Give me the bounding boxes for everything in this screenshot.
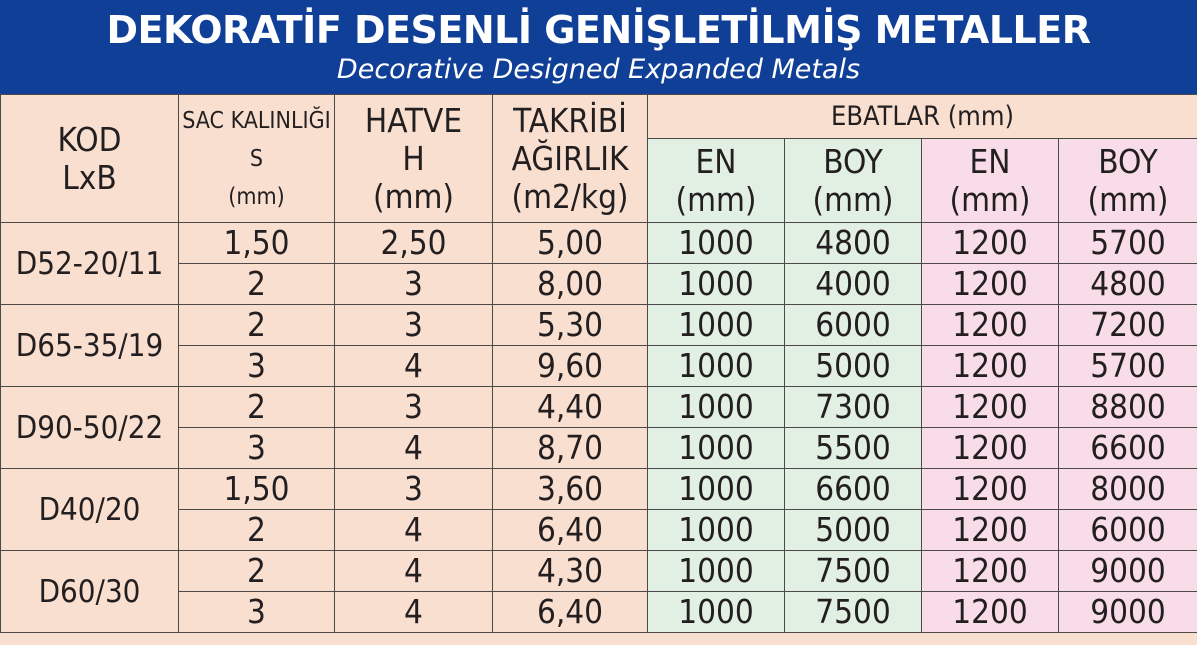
header-agirlik-line3: (m2/kg) (511, 176, 629, 216)
header-agirlik-line1: TAKRİBİ (513, 100, 627, 140)
cell-agirlik: 6,40 (493, 592, 648, 633)
cell-en1: 1000 (648, 592, 785, 633)
cell-boy2: 4800 (1059, 264, 1197, 305)
cell-en1: 1000 (648, 428, 785, 469)
cell-hatve: 4 (335, 551, 493, 592)
header-boy-1-line1: BOY (823, 141, 883, 181)
header-sac-line3: (mm) (228, 183, 285, 210)
cell-boy1: 7500 (785, 592, 922, 633)
table-row (1, 469, 1197, 510)
title-banner (0, 0, 1197, 94)
table-row (1, 346, 1197, 387)
cell-boy1: 6600 (785, 469, 922, 510)
table-row (1, 223, 1197, 264)
header-boy-2 (1059, 139, 1197, 223)
header-hatve-line3: (mm) (372, 176, 455, 216)
cell-boy1: 5000 (785, 510, 922, 551)
cell-sac: 2 (179, 264, 335, 305)
cell-en2: 1200 (922, 264, 1059, 305)
header-agirlik-line2: AĞIRLIK (511, 138, 629, 178)
cell-agirlik: 4,40 (493, 387, 648, 428)
table-row (1, 305, 1197, 346)
header-hatve-line1: HATVE (364, 100, 463, 140)
cell-agirlik: 3,60 (493, 469, 648, 510)
cell-boy1: 6000 (785, 305, 922, 346)
cell-sac: 2 (179, 305, 335, 346)
product-table (0, 94, 1197, 633)
cell-hatve: 4 (335, 428, 493, 469)
header-en-1-line2: (mm) (675, 179, 757, 219)
cell-boy1: 5000 (785, 346, 922, 387)
table-row (1, 510, 1197, 551)
cell-agirlik: 4,30 (493, 551, 648, 592)
cell-sac: 3 (179, 346, 335, 387)
cell-en2: 1200 (922, 387, 1059, 428)
cell-hatve: 3 (335, 469, 493, 510)
cell-boy1: 7300 (785, 387, 922, 428)
cell-boy2: 7200 (1059, 305, 1197, 346)
cell-boy1: 5500 (785, 428, 922, 469)
page-subtitle: Decorative Designed Expanded Metals (336, 54, 861, 85)
cell-agirlik: 8,70 (493, 428, 648, 469)
cell-en1: 1000 (648, 305, 785, 346)
cell-hatve: 2,50 (335, 223, 493, 264)
cell-en2: 1200 (922, 428, 1059, 469)
cell-boy2: 6600 (1059, 428, 1197, 469)
cell-en2: 1200 (922, 592, 1059, 633)
cell-boy1: 4000 (785, 264, 922, 305)
cell-boy2: 8800 (1059, 387, 1197, 428)
cell-sac: 2 (179, 551, 335, 592)
cell-en1: 1000 (648, 510, 785, 551)
cell-kod: D90-50/22 (1, 387, 179, 469)
header-boy-1-line2: (mm) (812, 179, 894, 219)
cell-sac: 3 (179, 592, 335, 633)
table-row (1, 551, 1197, 592)
cell-sac: 1,50 (179, 223, 335, 264)
header-en-1 (648, 139, 785, 223)
cell-en1: 1000 (648, 264, 785, 305)
header-boy-1 (785, 139, 922, 223)
cell-agirlik: 5,30 (493, 305, 648, 346)
header-hatve (335, 95, 493, 223)
header-en-2-line2: (mm) (949, 179, 1031, 219)
cell-en2: 1200 (922, 510, 1059, 551)
cell-boy1: 7500 (785, 551, 922, 592)
table-row (1, 387, 1197, 428)
cell-boy1: 4800 (785, 223, 922, 264)
cell-kod: D40/20 (1, 469, 179, 551)
header-sac-kalinligi (179, 95, 335, 223)
cell-kod: D60/30 (1, 551, 179, 633)
cell-agirlik: 9,60 (493, 346, 648, 387)
cell-en2: 1200 (922, 346, 1059, 387)
cell-hatve: 4 (335, 346, 493, 387)
header-hatve-line2: H (402, 138, 425, 178)
header-kod-line1: KOD (57, 119, 122, 159)
cell-boy2: 9000 (1059, 592, 1197, 633)
cell-agirlik: 6,40 (493, 510, 648, 551)
cell-sac: 1,50 (179, 469, 335, 510)
cell-kod: D52-20/11 (1, 223, 179, 305)
cell-boy2: 5700 (1059, 223, 1197, 264)
header-ebatlar: EBATLAR (mm) (648, 95, 1197, 139)
header-sac-line2: S (249, 145, 264, 172)
cell-kod: D65-35/19 (1, 305, 179, 387)
header-boy-2-line1: BOY (1098, 141, 1158, 181)
cell-boy2: 5700 (1059, 346, 1197, 387)
cell-agirlik: 8,00 (493, 264, 648, 305)
cell-en2: 1200 (922, 551, 1059, 592)
cell-en1: 1000 (648, 551, 785, 592)
cell-en2: 1200 (922, 305, 1059, 346)
table-row (1, 428, 1197, 469)
header-kod-line2: LxB (62, 157, 117, 197)
cell-hatve: 3 (335, 387, 493, 428)
header-kod (1, 95, 179, 223)
header-boy-2-line2: (mm) (1087, 179, 1169, 219)
cell-hatve: 3 (335, 305, 493, 346)
header-sac-line1: SAC KALINLIĞI (182, 107, 331, 134)
cell-boy2: 6000 (1059, 510, 1197, 551)
page-title: DEKORATİF DESENLİ GENİŞLETİLMİŞ METALLER (106, 8, 1091, 52)
cell-sac: 2 (179, 510, 335, 551)
cell-hatve: 4 (335, 510, 493, 551)
cell-agirlik: 5,00 (493, 223, 648, 264)
cell-en2: 1200 (922, 223, 1059, 264)
cell-boy2: 8000 (1059, 469, 1197, 510)
header-en-2-line1: EN (969, 141, 1011, 181)
cell-en2: 1200 (922, 469, 1059, 510)
cell-en1: 1000 (648, 223, 785, 264)
cell-hatve: 4 (335, 592, 493, 633)
header-en-2 (922, 139, 1059, 223)
cell-en1: 1000 (648, 469, 785, 510)
cell-boy2: 9000 (1059, 551, 1197, 592)
table-row (1, 264, 1197, 305)
cell-hatve: 3 (335, 264, 493, 305)
table-row (1, 592, 1197, 633)
header-en-1-line1: EN (695, 141, 737, 181)
header-takribi-agirlik (493, 95, 648, 223)
cell-en1: 1000 (648, 346, 785, 387)
cell-sac: 3 (179, 428, 335, 469)
cell-en1: 1000 (648, 387, 785, 428)
cell-sac: 2 (179, 387, 335, 428)
